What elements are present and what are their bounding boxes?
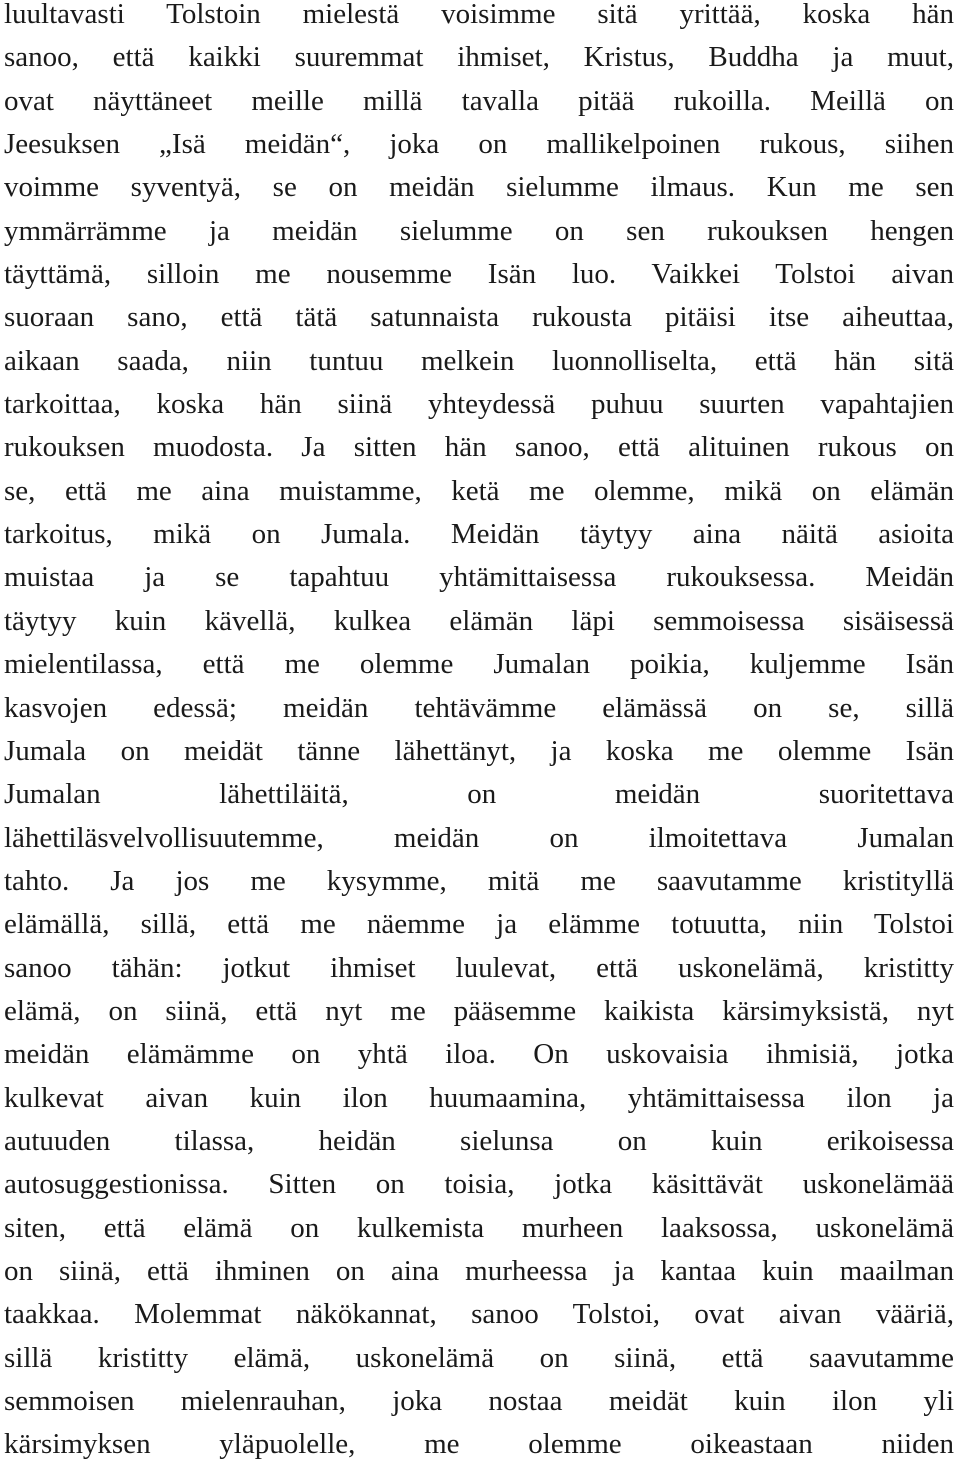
text-line: täytyy kuin kävellä, kulkea elämän läpi semmoisessa sisäisessä <box>4 604 954 637</box>
text-line: lähettiläsvelvollisuutemme, meidän on ilmoitettava Jumalan <box>4 821 954 854</box>
text-line: elämä, on siinä, että nyt me pääsemme kaikista kärsimyksistä, nyt <box>4 994 954 1027</box>
text-line: autuuden tilassa, heidän sielunsa on kuin erikoisessa <box>4 1124 954 1157</box>
text-line: on siinä, että ihminen on aina murheessa ja kantaa kuin maailman <box>4 1254 954 1287</box>
text-line: siten, että elämä on kulkemista murheen laaksossa, uskonelämä <box>4 1211 954 1244</box>
text-line: se, että me aina muistamme, ketä me olemme, mikä on elämän <box>4 474 954 507</box>
text-line: ovat näyttäneet meille millä tavalla pitää rukoilla. Meillä on <box>4 84 954 117</box>
body-paragraph <box>4 0 954 1463</box>
text-line: suoraan sano, että tätä satunnaista rukousta pitäisi itse aiheuttaa, <box>4 301 954 334</box>
text-line: meidän elämämme on yhtä iloa. On uskovaisia ihmisiä, jotka <box>4 1038 954 1071</box>
text-line: luultavasti Tolstoin mielestä voisimme sitä yrittää, koska hän <box>4 0 954 30</box>
text-line: kasvojen edessä; meidän tehtävämme elämässä on se, sillä <box>4 691 954 724</box>
text-line: autosuggestionissa. Sitten on toisia, jotka käsittävät uskonelämää <box>4 1168 954 1201</box>
text-line: mielentilassa, että me olemme Jumalan poikia, kuljemme Isän <box>4 648 954 681</box>
text-line: tarkoittaa, koska hän siinä yhteydessä puhuu suurten vapahtajien <box>4 388 954 421</box>
text-line: täyttämä, silloin me nousemme Isän luo. Vaikkei Tolstoi aivan <box>4 258 954 291</box>
text-line: elämällä, sillä, että me näemme ja elämme totuutta, niin Tolstoi <box>4 908 954 941</box>
text-line: tarkoitus, mikä on Jumala. Meidän täytyy aina näitä asioita <box>4 518 954 551</box>
text-line: kulkevat aivan kuin ilon huumaamina, yhtämittaisessa ilon ja <box>4 1081 954 1114</box>
text-line: sillä kristitty elämä, uskonelämä on siinä, että saavutamme <box>4 1341 954 1374</box>
text-line: Jeesuksen „Isä meidän“, joka on mallikelpoinen rukous, siihen <box>4 128 954 161</box>
text-line: sanoo, että kaikki suuremmat ihmiset, Kristus, Buddha ja muut, <box>4 41 954 74</box>
document-page <box>4 0 954 1463</box>
text-line: tahto. Ja jos me kysymme, mitä me saavutamme kristityllä <box>4 864 954 897</box>
text-line: kärsimyksen yläpuolelle, me olemme oikeastaan niiden <box>4 1428 954 1461</box>
text-line: sanoo tähän: jotkut ihmiset luulevat, että uskonelämä, kristitty <box>4 951 954 984</box>
text-line: Jumalan lähettiläitä, on meidän suoritettava <box>4 778 954 811</box>
text-line: muistaa ja se tapahtuu yhtämittaisessa rukouksessa. Meidän <box>4 561 954 594</box>
text-line: aikaan saada, niin tuntuu melkein luonnolliselta, että hän sitä <box>4 344 954 377</box>
text-line: ymmärrämme ja meidän sielumme on sen rukouksen hengen <box>4 214 954 247</box>
text-line: rukouksen muodosta. Ja sitten hän sanoo, että alituinen rukous on <box>4 431 954 464</box>
text-line: semmoisen mielenrauhan, joka nostaa meidät kuin ilon yli <box>4 1385 954 1417</box>
text-line: Jumala on meidät tänne lähettänyt, ja koska me olemme Isän <box>4 734 954 767</box>
text-line: taakkaa. Molemmat näkökannat, sanoo Tolstoi, ovat aivan vääriä, <box>4 1298 954 1331</box>
text-line: voimme syventyä, se on meidän sielumme ilmaus. Kun me sen <box>4 171 954 204</box>
